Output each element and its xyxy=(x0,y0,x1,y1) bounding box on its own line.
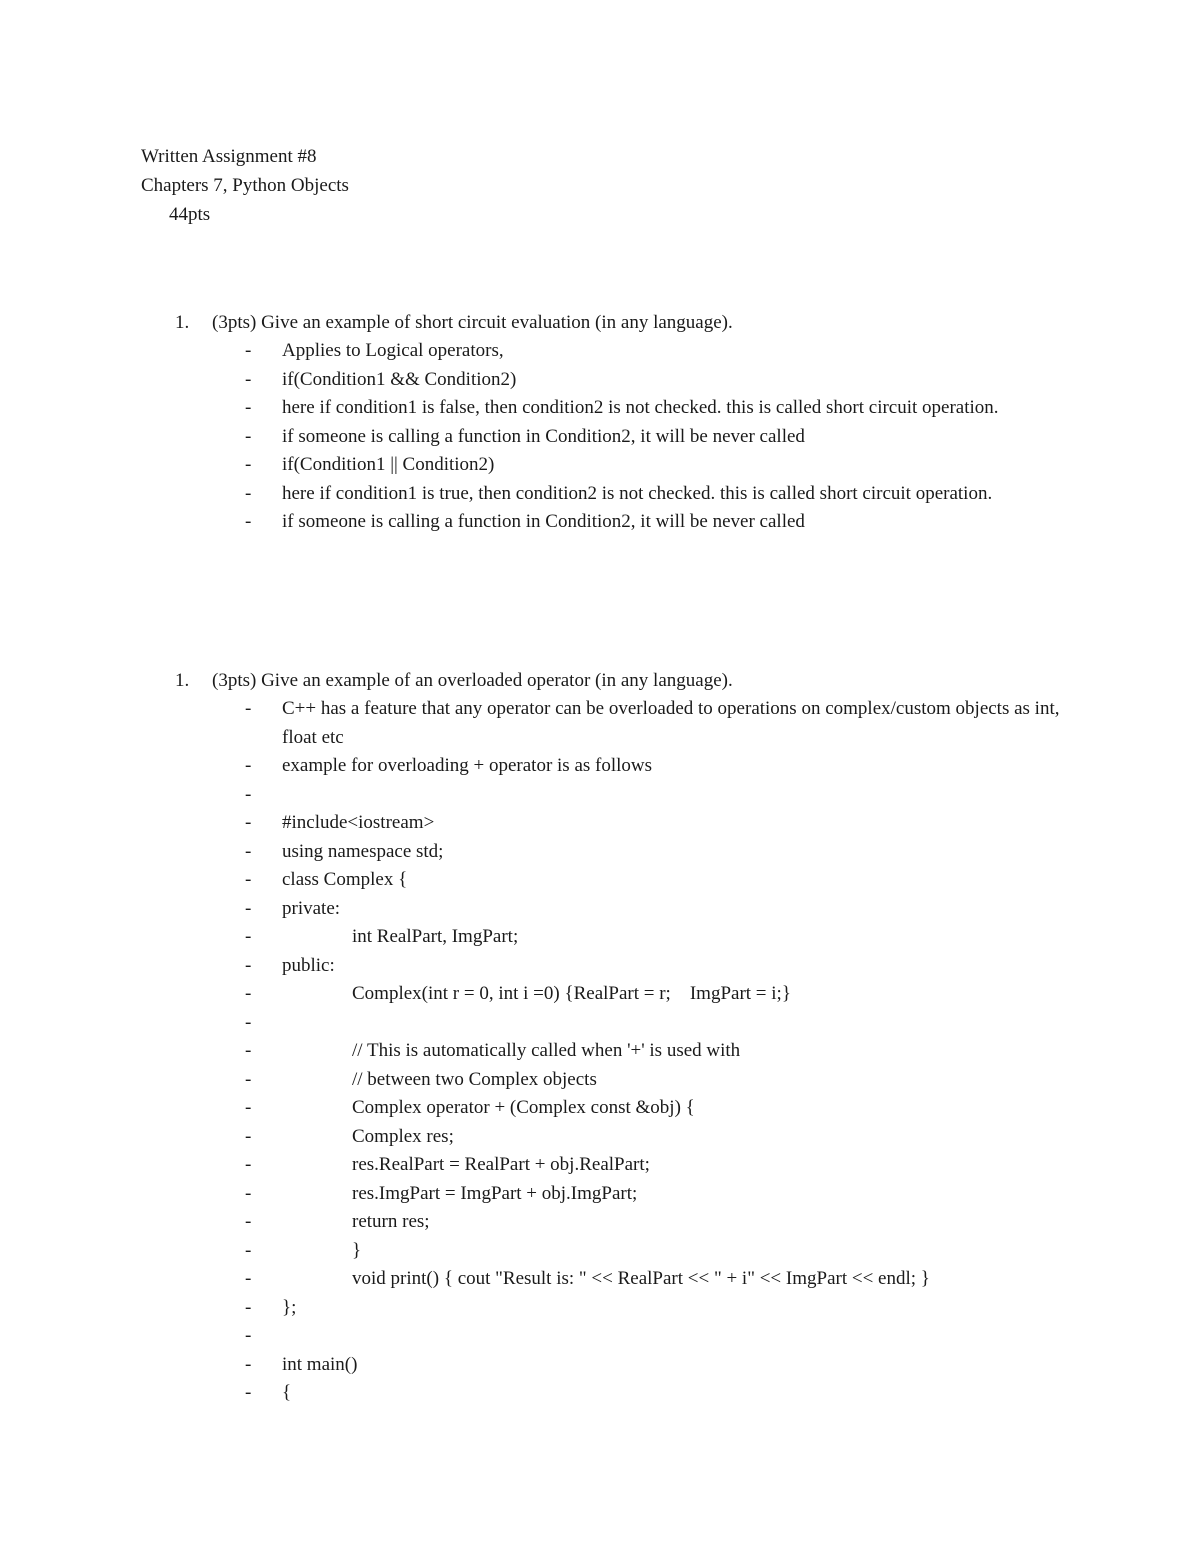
bullet-dash: - xyxy=(245,1296,252,1318)
list-item xyxy=(175,695,1075,752)
list-item xyxy=(175,1123,1075,1152)
list-item xyxy=(175,952,1075,981)
assignment-header xyxy=(141,142,349,229)
list-item xyxy=(175,1009,1075,1038)
list-item-text: if(Condition1 && Condition2) xyxy=(282,368,517,390)
list-item xyxy=(175,1351,1075,1380)
bullet-dash: - xyxy=(245,926,252,947)
bullet-dash: - xyxy=(245,1097,252,1118)
bullet-dash: - xyxy=(245,1154,252,1175)
list-item xyxy=(175,1180,1075,1209)
list-item xyxy=(175,838,1075,867)
bullet-dash: - xyxy=(245,1068,252,1090)
question-prompt: (3pts) Give an example of an overloaded operator (in any language). xyxy=(212,670,733,691)
bullet-dash: - xyxy=(245,454,252,475)
list-item-text: // This is automatically called when '+' is used with xyxy=(352,1040,741,1061)
list-item xyxy=(175,1094,1075,1123)
question-short-circuit xyxy=(175,309,1075,537)
list-item xyxy=(175,1151,1075,1180)
list-item xyxy=(175,866,1075,895)
bullet-dash: - xyxy=(245,812,252,833)
bullet-dash: - xyxy=(245,698,252,719)
question-prompt: (3pts) Give an example of short circuit evaluation (in any language). xyxy=(212,312,733,333)
bullet-dash: - xyxy=(245,840,252,862)
list-item-text: example for overloading + operator is as follows xyxy=(282,755,653,776)
list-item xyxy=(175,895,1075,924)
bullet-dash: - xyxy=(245,869,252,890)
assignment-points: 44pts xyxy=(169,204,211,225)
list-item xyxy=(175,781,1075,810)
bullet-dash: - xyxy=(245,1353,252,1375)
list-item-text: Complex operator + (Complex const &obj) { xyxy=(352,1097,695,1118)
list-item xyxy=(175,423,1075,452)
bullet-dash: - xyxy=(245,425,252,447)
bullet-dash: - xyxy=(245,1211,252,1232)
bullet-dash: - xyxy=(245,1325,252,1346)
list-item-text: Complex res; xyxy=(352,1125,454,1147)
assignment-subtitle: Chapters 7, Python Objects xyxy=(141,175,349,196)
list-item-text: if(Condition1 || Condition2) xyxy=(282,454,495,475)
bullet-dash: - xyxy=(245,482,252,504)
list-item-text: #include<iostream> xyxy=(282,812,435,833)
bullet-dash: - xyxy=(245,340,252,361)
bullet-dash: - xyxy=(245,1239,252,1261)
list-item-text: C++ has a feature that any operator can be overloaded to operations on complex/custom objects as int, float etc xyxy=(282,698,1065,748)
list-item-text: res.RealPart = RealPart + obj.RealPart; xyxy=(352,1154,650,1175)
question-overloaded-operator xyxy=(175,667,1075,1408)
bullet-dash: - xyxy=(245,983,252,1004)
list-item xyxy=(175,366,1075,395)
list-item-text: } xyxy=(352,1239,362,1261)
list-item xyxy=(175,508,1075,537)
bullet-dash: - xyxy=(245,1382,252,1403)
list-item xyxy=(175,1066,1075,1095)
bullet-dash: - xyxy=(245,755,252,776)
list-item-text: if someone is calling a function in Condition2, it will be never called xyxy=(282,511,805,532)
list-item-text: void print() { cout "Result is: " << RealPart << " + i" << ImgPart << endl; } xyxy=(352,1268,930,1289)
bullet-dash: - xyxy=(245,1040,252,1061)
list-item xyxy=(175,1237,1075,1266)
list-item-text: here if condition1 is false, then condition2 is not checked. this is called short circuit operation. xyxy=(282,397,999,418)
bullet-dash: - xyxy=(245,1125,252,1147)
list-item-text: private: xyxy=(282,897,341,919)
list-item-text: return res; xyxy=(352,1211,430,1232)
list-item-text: Applies to Logical operators, xyxy=(282,340,504,361)
assignment-title: Written Assignment #8 xyxy=(141,146,317,167)
list-item xyxy=(175,809,1075,838)
bullet-dash: - xyxy=(245,897,252,919)
list-item-text: { xyxy=(282,1382,292,1403)
list-item xyxy=(175,1294,1075,1323)
bullet-dash: - xyxy=(245,783,252,805)
bullet-dash: - xyxy=(245,954,252,976)
list-item xyxy=(175,1208,1075,1237)
list-item xyxy=(175,337,1075,366)
list-item xyxy=(175,451,1075,480)
list-item xyxy=(175,394,1075,423)
question-title xyxy=(175,309,1075,337)
list-item xyxy=(175,1379,1075,1408)
list-item-text: if someone is calling a function in Condition2, it will be never called xyxy=(282,425,805,447)
bullet-dash: - xyxy=(245,1011,252,1033)
bullet-dash: - xyxy=(245,368,252,390)
bullet-dash: - xyxy=(245,397,252,418)
list-item xyxy=(175,752,1075,781)
bullet-dash: - xyxy=(245,511,252,532)
bullet-dash: - xyxy=(245,1182,252,1204)
list-item xyxy=(175,480,1075,509)
question-number: 1. xyxy=(175,312,190,333)
list-item-text: res.ImgPart = ImgPart + obj.ImgPart; xyxy=(352,1182,638,1204)
list-item xyxy=(175,923,1075,952)
question-number: 1. xyxy=(175,670,190,691)
answer-list xyxy=(175,695,1075,1408)
bullet-dash: - xyxy=(245,1268,252,1289)
answer-list xyxy=(175,337,1075,537)
list-item-text: int RealPart, ImgPart; xyxy=(352,926,519,947)
list-item-text: }; xyxy=(282,1296,297,1318)
list-item-text: int main() xyxy=(282,1353,358,1375)
list-item xyxy=(175,1037,1075,1066)
list-item-text: class Complex { xyxy=(282,869,408,890)
list-item-text: using namespace std; xyxy=(282,840,444,862)
list-item-text: here if condition1 is true, then condition2 is not checked. this is called short circuit operation. xyxy=(282,482,993,504)
list-item xyxy=(175,980,1075,1009)
list-item-text: // between two Complex objects xyxy=(352,1068,597,1090)
list-item xyxy=(175,1265,1075,1294)
question-title xyxy=(175,667,1075,695)
list-item-text: Complex(int r = 0, int i =0) {RealPart = r; ImgPart = i;} xyxy=(352,983,791,1004)
list-item-text: public: xyxy=(282,954,335,976)
list-item xyxy=(175,1322,1075,1351)
